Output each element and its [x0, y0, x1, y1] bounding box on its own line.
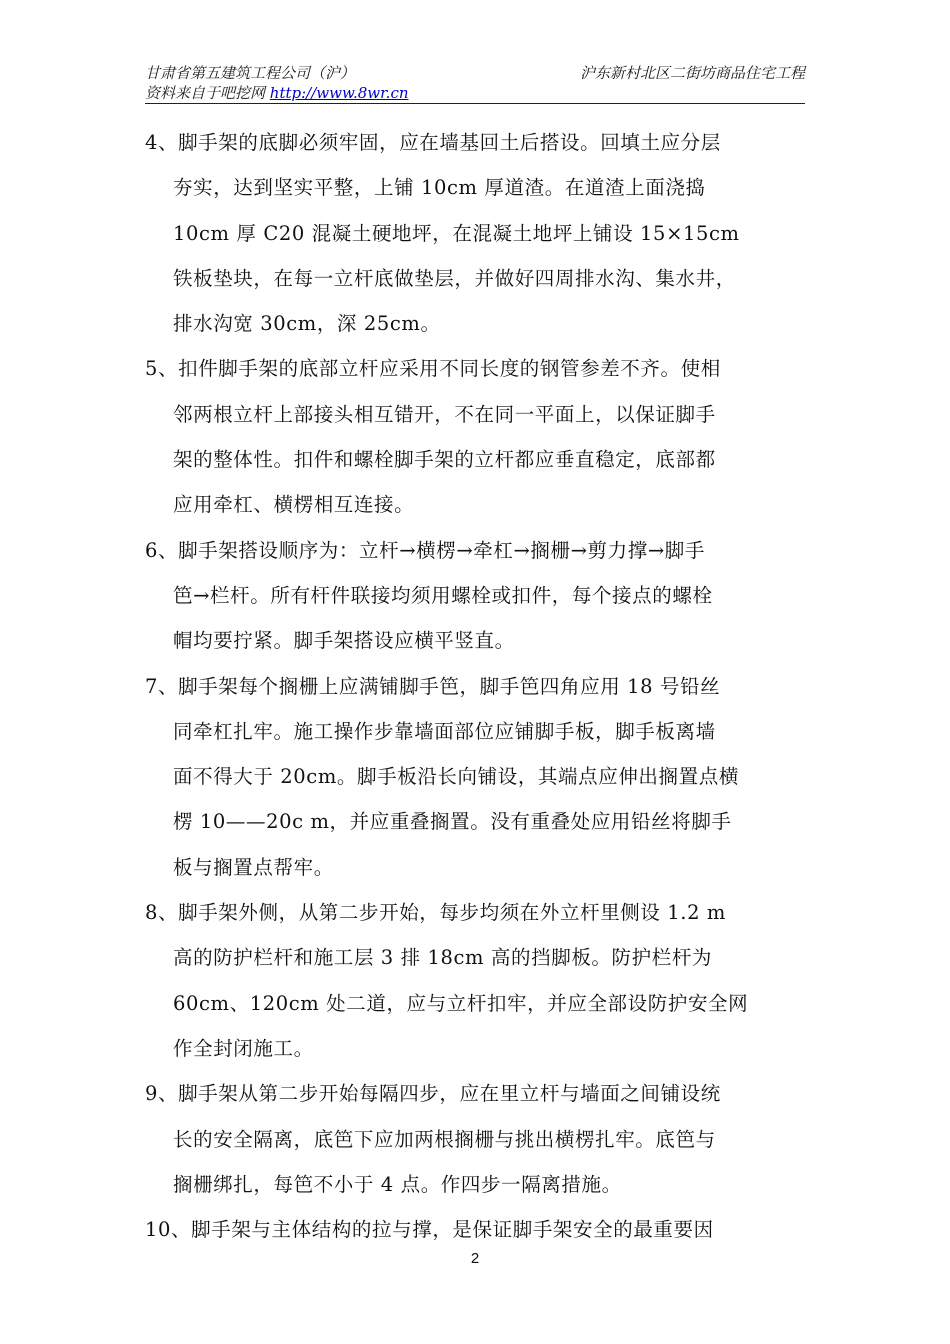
paragraph-line: 笆→栏杆。所有杆件联接均须用螺栓或扣件，每个接点的螺栓 — [173, 583, 713, 607]
paragraph-item-9 — [145, 1071, 815, 1207]
paragraph-line: 10cm 厚 C20 混凝土硬地坪，在混凝土地坪上铺设 15×15cm — [173, 221, 740, 245]
paragraph-line: 应用牵杠、横楞相互连接。 — [173, 493, 415, 517]
paragraph-item-4 — [145, 120, 815, 346]
paragraph-line: 架的整体性。扣件和螺栓脚手架的立杆都应垂直稳定，底部都 — [173, 448, 716, 472]
paragraph-item-8 — [145, 890, 815, 1071]
header-company: 甘肃省第五建筑工程公司（沪） — [145, 64, 356, 82]
header-project-title: 沪东新村北区二街坊商品住宅工程 — [579, 64, 805, 82]
paragraph-item-7 — [145, 664, 815, 890]
paragraph-line: 搁栅绑扎，每笆不小于 4 点。作四步一隔离措施。 — [173, 1172, 622, 1196]
paragraph-line: 夯实，达到坚实平整，上铺 10cm 厚道渣。在道渣上面浇捣 — [173, 176, 706, 200]
paragraph-line: 长的安全隔离，底笆下应加两根搁栅与挑出横楞扎牢。底笆与 — [173, 1127, 716, 1151]
paragraph-line: 排水沟宽 30cm，深 25cm。 — [173, 312, 441, 336]
paragraph-line: 作全封闭施工。 — [173, 1036, 314, 1060]
paragraph-line: 帽均要拧紧。脚手架搭设应横平竖直。 — [173, 629, 515, 653]
paragraph-line: 铁板垫块，在每一立杆底做垫层，并做好四周排水沟、集水井， — [173, 266, 736, 290]
paragraph-line: 高的防护栏杆和施工层 3 排 18cm 高的挡脚板。防护栏杆为 — [173, 946, 713, 970]
header-divider — [145, 103, 805, 104]
header-source — [145, 84, 409, 102]
paragraph-line: 9、脚手架从第二步开始每隔四步，应在里立杆与墙面之间铺设统 — [145, 1082, 721, 1106]
paragraph-line: 7、脚手架每个搁栅上应满铺脚手笆，脚手笆四角应用 18 号铅丝 — [145, 674, 721, 698]
paragraph-line: 60cm、120cm 处二道，应与立杆扣牢，并应全部设防护安全网 — [173, 991, 749, 1015]
paragraph-line: 楞 10——20c m，并应重叠搁置。没有重叠处应用铅丝将脚手 — [173, 810, 732, 834]
paragraph-line: 10、脚手架与主体结构的拉与撑，是保证脚手架安全的最重要因 — [145, 1218, 714, 1242]
paragraph-item-5 — [145, 346, 815, 527]
paragraph-line: 同牵杠扎牢。施工操作步靠墙面部位应铺脚手板，脚手板离墙 — [173, 719, 716, 743]
page-header — [145, 62, 805, 106]
paragraph-line: 面不得大于 20cm。脚手板沿长向铺设，其端点应伸出搁置点横 — [173, 765, 739, 789]
paragraph-line: 8、脚手架外侧，从第二步开始，每步均须在外立杆里侧设 1.2 m — [145, 901, 727, 925]
page-number: 2 — [470, 1250, 480, 1267]
header-source-label: 资料来自于吧挖网 — [145, 84, 270, 102]
document-body — [145, 120, 815, 1252]
paragraph-line: 板与搁置点帮牢。 — [173, 855, 334, 879]
paragraph-line: 4、脚手架的底脚必须牢固，应在墙基回土后搭设。回填土应分层 — [145, 131, 721, 154]
paragraph-line: 邻两根立杆上部接头相互错开，不在同一平面上，以保证脚手 — [173, 402, 716, 426]
paragraph-line: 5、扣件脚手架的底部立杆应采用不同长度的钢管参差不齐。使相 — [145, 357, 721, 381]
paragraph-item-6 — [145, 528, 815, 664]
header-source-link[interactable]: http://www.8wr.cn — [269, 84, 409, 102]
paragraph-line: 6、脚手架搭设顺序为：立杆→横楞→牵杠→搁栅→剪力撑→脚手 — [145, 538, 706, 562]
paragraph-item-10 — [145, 1207, 815, 1252]
